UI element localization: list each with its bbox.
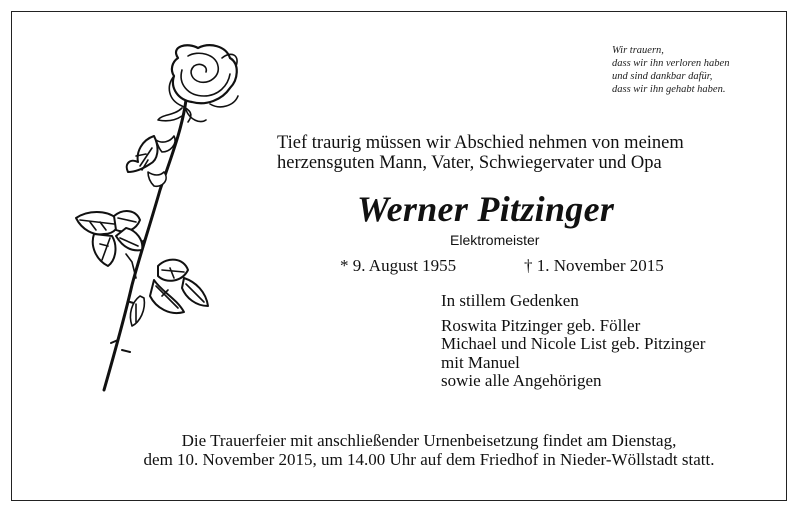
motto-line: und sind dankbar dafür, [612,71,713,82]
death-date: † 1. November 2015 [524,256,664,275]
mourner-line: mit Manuel [441,352,520,372]
funeral-info-line: Die Trauerfeier mit anschließender Urnenbeisetzung findet am Dienstag, [181,431,677,450]
rose-icon [70,40,260,392]
intro-line: Tief traurig müssen wir Abschied nehmen von meinem [277,133,684,153]
motto-line: dass wir ihn verloren haben [612,58,730,69]
motto-quote [612,44,729,96]
funeral-info-line: dem 10. November 2015, um 14.00 Uhr auf dem Friedhof in Nieder-Wöllstadt statt. [143,450,715,469]
funeral-info [60,431,798,469]
motto-line: Wir trauern, [612,45,664,56]
birth-date: * 9. August 1955 [340,256,457,275]
mourner-line: sowie alle Angehörigen [441,370,602,390]
mourner-line: Michael und Nicole List geb. Pitzinger [441,334,706,354]
mourner-line: Roswita Pitzinger geb. Föller [441,316,641,336]
mourners-heading: In stillem Gedenken [441,291,579,310]
intro-line: herzensguten Mann, Vater, Schwiegervater und Opa [277,153,662,173]
intro-text [277,133,684,173]
deceased-profession: Elektromeister [450,232,540,248]
deceased-name: Werner Pitzinger [357,189,615,229]
mourners-block [441,292,705,390]
motto-line: dass wir ihn gehabt haben. [612,84,726,95]
